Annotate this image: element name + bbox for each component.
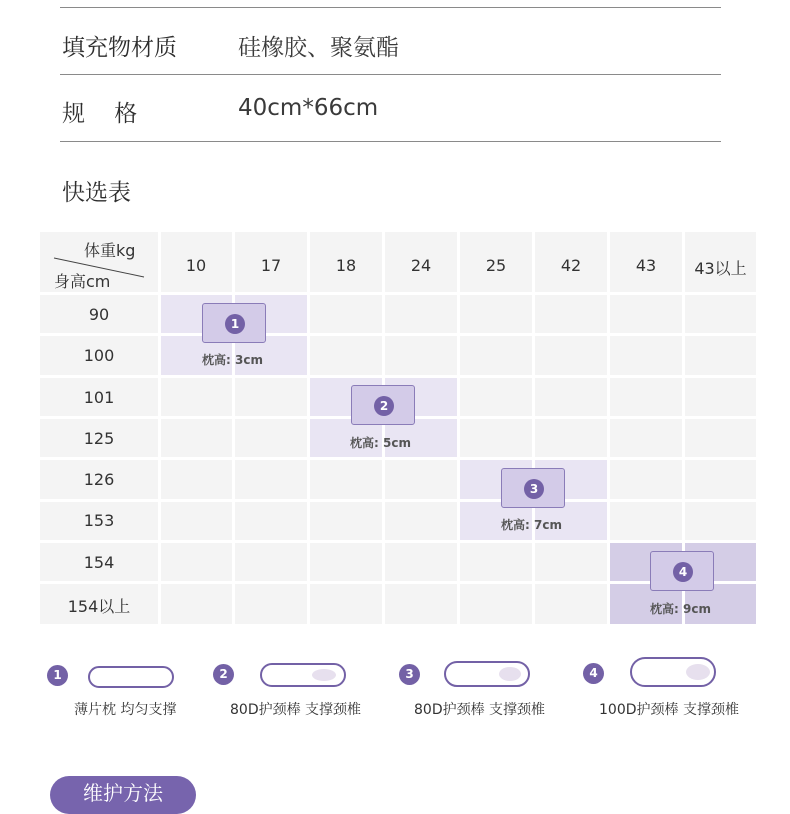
- legend-text: 80D护颈棒 支撑颈椎: [414, 702, 546, 718]
- height-row-header: 154: [83, 553, 115, 572]
- height-row-header: 101: [83, 388, 115, 407]
- table-corner-header: [40, 232, 160, 294]
- legend-number: 2: [213, 664, 234, 685]
- pillow-height-text: 枕高: 5cm: [350, 436, 411, 450]
- top-divider: [60, 7, 721, 8]
- legend-text: 薄片枕 均匀支撑: [74, 702, 177, 718]
- neck-roll-pillow-icon: [444, 661, 530, 687]
- size-label: 规 格: [62, 101, 138, 127]
- weight-column-header: 18: [335, 256, 357, 275]
- size-value: 40cm*66cm: [238, 95, 379, 121]
- size-number: 1: [225, 314, 245, 334]
- divider: [60, 74, 721, 75]
- height-row-header: 154以上: [67, 597, 131, 616]
- size-badge-3: [501, 468, 565, 508]
- legend-number: 1: [47, 665, 68, 686]
- height-header: 身高cm: [54, 272, 111, 291]
- quick-table-title: 快选表: [62, 180, 131, 206]
- weight-column-header: 10: [185, 256, 207, 275]
- weight-column-header: 24: [410, 256, 432, 275]
- height-row-header: 125: [83, 429, 115, 448]
- weight-column-header: 43以上: [694, 259, 747, 278]
- legend-text: 80D护颈棒 支撑颈椎: [230, 702, 362, 718]
- weight-column-header: 25: [485, 256, 507, 275]
- weight-header: 体重kg: [84, 241, 136, 260]
- pillow-height-text: 枕高: 3cm: [202, 353, 263, 367]
- weight-column-header: 17: [260, 256, 282, 275]
- neck-roll-pillow-icon: [630, 657, 716, 687]
- size-badge-4: [650, 551, 714, 591]
- divider: [60, 141, 721, 142]
- weight-column-header: 42: [560, 256, 582, 275]
- legend-text: 100D护颈棒 支撑颈椎: [599, 702, 739, 718]
- pillow-height-text: 枕高: 9cm: [650, 602, 711, 616]
- care-method-button[interactable]: 维护方法: [50, 776, 196, 814]
- legend-number: 4: [583, 663, 604, 684]
- quick-selection-table: [40, 232, 756, 624]
- neck-roll-pillow-icon: [260, 663, 346, 687]
- height-row-header: 100: [83, 346, 115, 365]
- height-row-header: 153: [83, 511, 115, 530]
- weight-column-header: 43: [635, 256, 657, 275]
- pillow-height-text: 枕高: 7cm: [501, 518, 562, 532]
- legend-number: 3: [399, 664, 420, 685]
- thin-pillow-icon: [88, 666, 174, 688]
- height-row-header: 90: [88, 305, 110, 324]
- size-badge-1: [202, 303, 266, 343]
- size-number: 2: [374, 396, 394, 416]
- filling-label: 填充物材质: [62, 35, 177, 61]
- size-number: 4: [673, 562, 693, 582]
- size-badge-2: [351, 385, 415, 425]
- height-row-header: 126: [83, 470, 115, 489]
- filling-value: 硅橡胶、聚氨酯: [238, 35, 399, 61]
- size-number: 3: [524, 479, 544, 499]
